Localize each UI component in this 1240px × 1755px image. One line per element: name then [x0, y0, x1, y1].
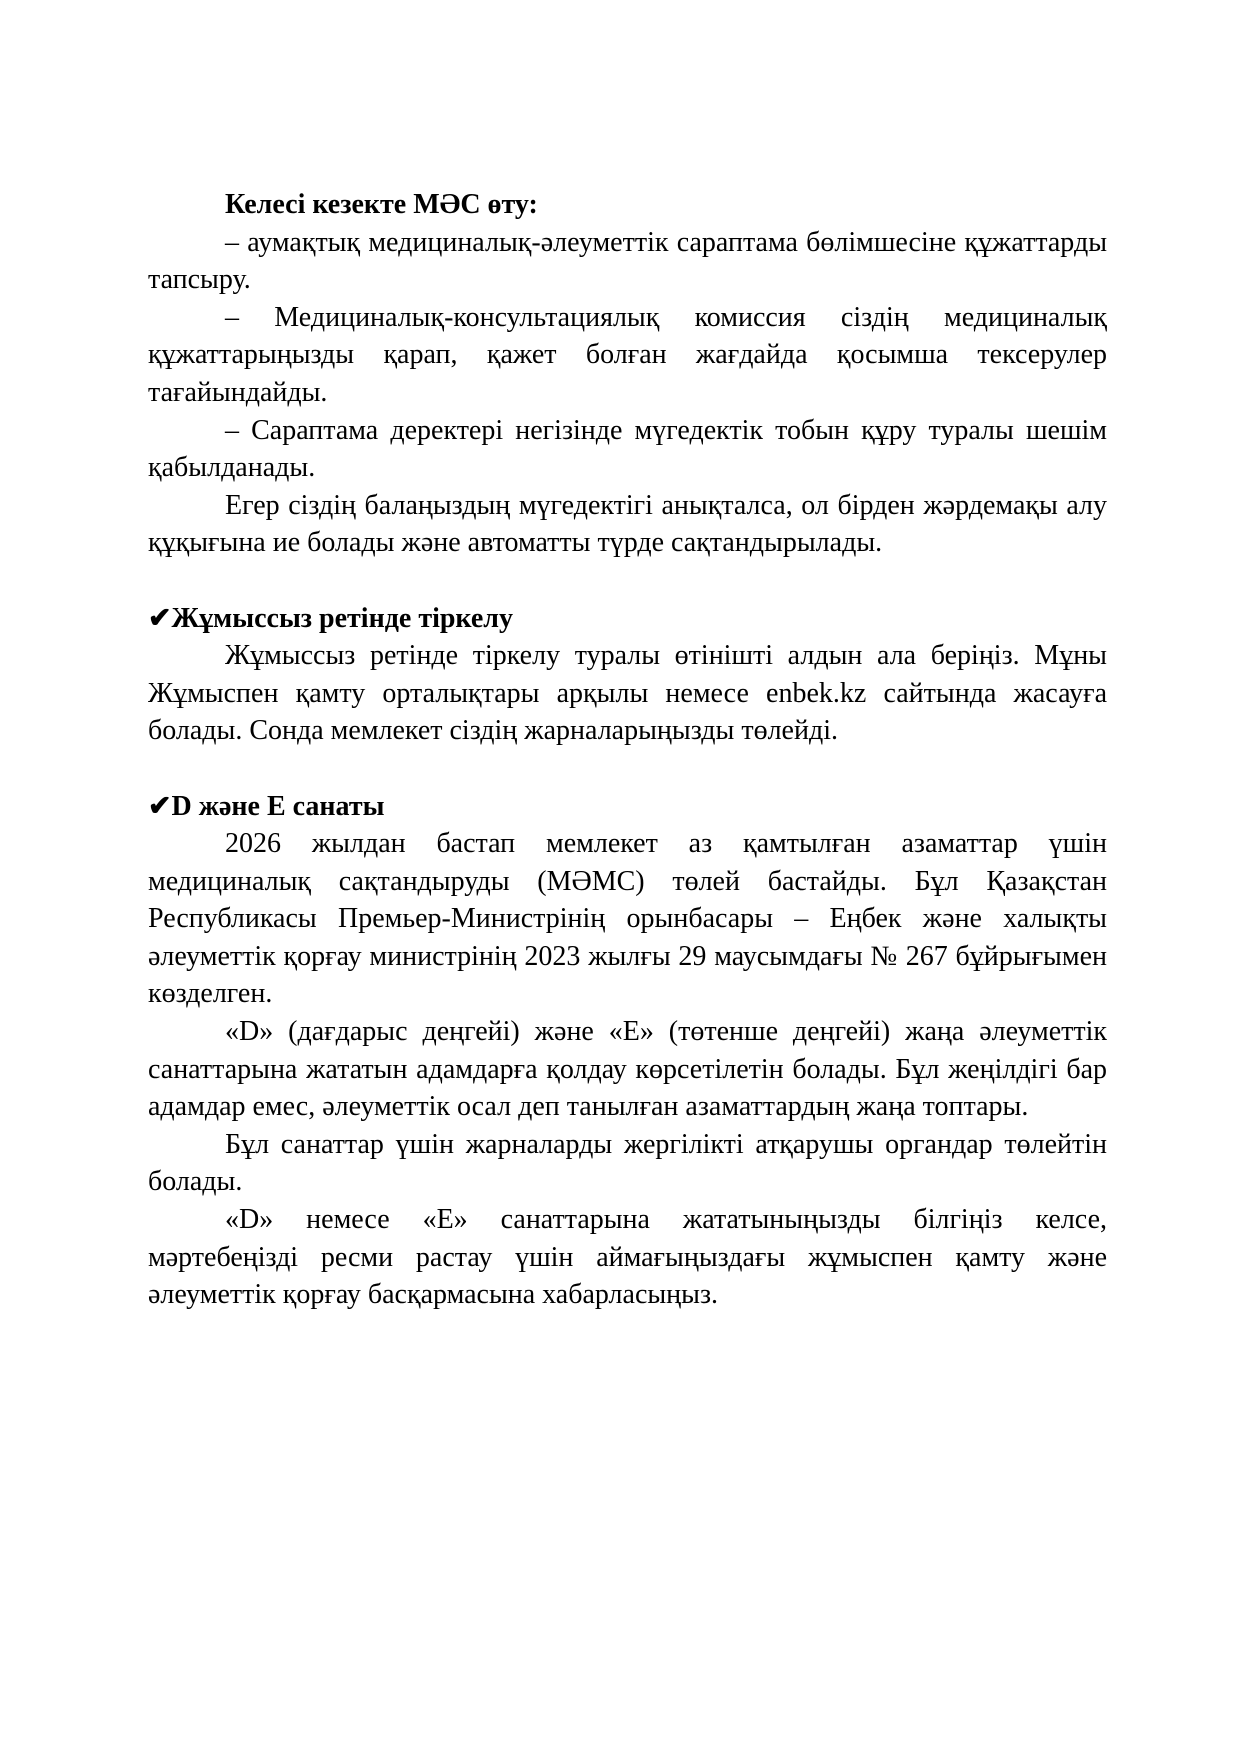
section-heading-label: D және Е санаты: [171, 790, 385, 822]
section-d-e-category: [148, 788, 1107, 1314]
check-icon: ✔: [148, 790, 172, 822]
paragraph: Бұл санаттар үшін жарналарды жергілікті атқарушы органдар төлейтін болады.: [148, 1128, 1107, 1198]
check-icon: ✔: [148, 602, 172, 634]
paragraph: – аумақтық медициналық-әлеуметтік сараптама бөлімшесіне құжаттарды тапсыру.: [148, 226, 1107, 296]
section-unemployed: [148, 600, 1107, 750]
section-mse: [148, 186, 1107, 562]
paragraph: – Сараптама деректері негізінде мүгедектік тобын құру туралы шешім қабылданады.: [148, 414, 1107, 484]
paragraph: Жұмыссыз ретінде тіркелу туралы өтінішті алдын ала беріңіз. Мұны Жұмыспен қамту орталықтары арқылы немесе enbek.kz сайтында жасауға болады. Сонда мемлекет сіздің жарналарыңызды төлейді.: [148, 640, 1107, 747]
section-heading-d-e: [148, 788, 1107, 826]
section-heading-unemployed: [148, 600, 1107, 638]
section-heading-mse: Келесі кезекте МӘС өту:: [225, 189, 538, 220]
paragraph: «D» немесе «Е» санаттарына жататыныңызды білгіңіз келсе, мәртебеңізді ресми растау үшін аймағыңыздағы жұмыспен қамту және әлеуметтік қорғау басқармасына хабарласыңыз.: [148, 1204, 1107, 1311]
section-heading-label: Жұмыссыз ретінде тіркелу: [171, 602, 513, 634]
paragraph: Егер сіздің балаңыздың мүгедектігі анықталса, ол бірден жәрдемақы алу құқығына ие болады және автоматты түрде сақтандырылады.: [148, 489, 1107, 559]
paragraph: – Медициналық-консультациялық комиссия сіздің медициналық құжаттарыңызды қарап, қажет болған жағдайда қосымша тексерулер тағайындайды.: [148, 301, 1107, 408]
paragraph: «D» (дағдарыс деңгейі) және «Е» (төтенше деңгейі) жаңа әлеуметтік санаттарына жататын адамдарға қолдау көрсетілетін болады. Бұл жеңілдігі бар адамдар емес, әлеуметтік осал деп танылған азаматтардың жаңа топтары.: [148, 1016, 1107, 1123]
paragraph: 2026 жылдан бастап мемлекет аз қамтылған азаматтар үшін медициналық сақтандыруды (МӘМС) төлей бастайды. Бұл Қазақстан Республикасы Премьер-Министрінің орынбасары – Еңбек және халықты әлеуметтік қорғау министрінің 2023 жылғы 29 маусымдағы № 267 бұйрығымен көзделген.: [148, 828, 1107, 1010]
